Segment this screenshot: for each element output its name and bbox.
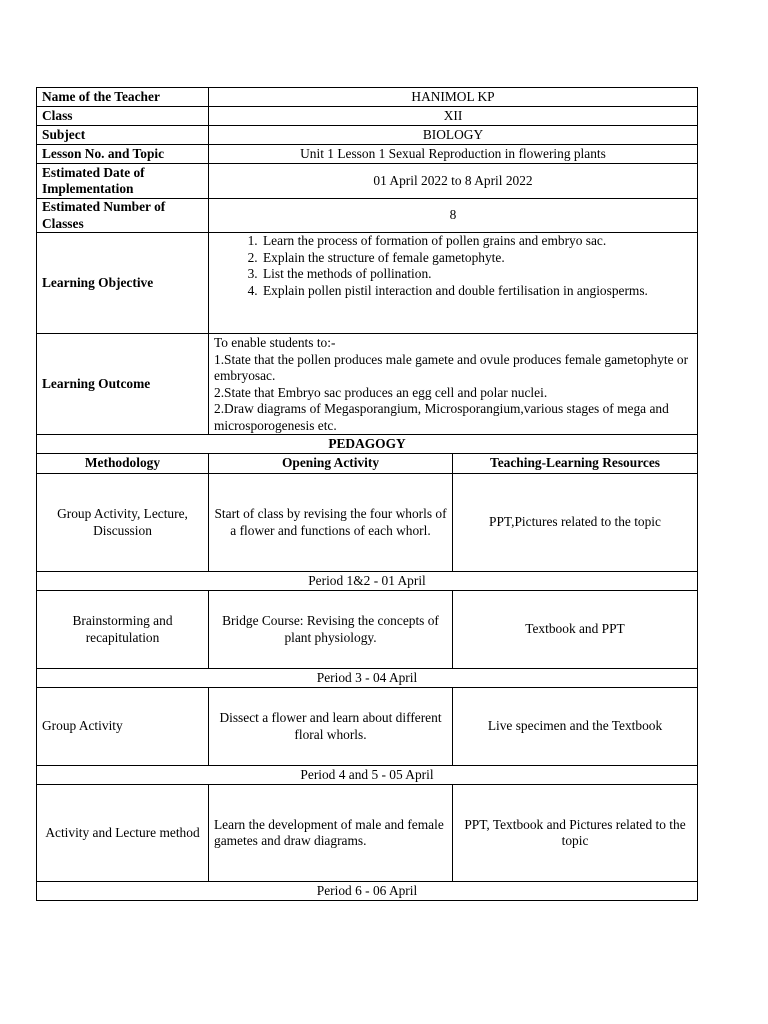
subject-label: Subject [37,126,209,145]
pedagogy-title: PEDAGOGY [37,435,698,454]
col-header-resources: Teaching-Learning Resources [453,454,698,474]
objective-label: Learning Objective [37,233,209,334]
teacher-row [37,88,698,107]
objective-cell [209,233,698,334]
opening-cell: Learn the development of male and female gametes and draw diagrams. [209,785,453,882]
subject-value: BIOLOGY [209,126,698,145]
outcome-line: 2.Draw diagrams of Megasporangium, Microsporangium,various stages of mega and microsporogenesis etc. [214,401,669,433]
resources-cell: Textbook and PPT [453,591,698,669]
class-label: Class [37,107,209,126]
outcome-line: 2.State that Embryo sac produces an egg cell and polar nuclei. [214,384,548,400]
period-row [37,766,698,785]
resources-cell: PPT,Pictures related to the topic [453,474,698,572]
lesson-value: Unit 1 Lesson 1 Sexual Reproduction in flowering plants [209,145,698,164]
opening-cell: Bridge Course: Revising the concepts of plant physiology. [209,591,453,669]
objective-item: 1. Learn the process of formation of pollen grains and embryo sac. [261,233,692,250]
date-row [37,164,698,199]
objective-list [214,233,692,299]
objective-item: 4. Explain pollen pistil interaction and double fertilisation in angiosperms. [261,283,692,300]
classes-row [37,199,698,233]
lesson-label: Lesson No. and Topic [37,145,209,164]
period-label: Period 6 - 06 April [37,882,698,901]
teacher-label: Name of the Teacher [37,88,209,107]
opening-cell: Dissect a flower and learn about different floral whorls. [209,688,453,766]
period-row [37,669,698,688]
col-header-methodology: Methodology [37,454,209,474]
outcome-line: To enable students to:- [214,335,336,350]
objective-row [37,233,698,334]
class-row [37,107,698,126]
outcome-line: 1.State that the pollen produces male gamete and ovule produces female gametophyte or embryosac. [214,351,689,383]
activity-row [37,688,698,766]
outcome-row [37,334,698,435]
classes-value: 8 [209,199,698,233]
subject-row [37,126,698,145]
pedagogy-header-row [37,454,698,474]
activity-row [37,785,698,882]
outcome-cell [209,334,698,435]
objective-item: 2. Explain the structure of female gametophyte. [261,250,692,267]
opening-cell: Start of class by revising the four whorls of a flower and functions of each whorl. [209,474,453,572]
classes-label: Estimated Number of Classes [37,199,209,233]
methodology-cell: Activity and Lecture method [37,785,209,882]
teacher-value: HANIMOL KP [209,88,698,107]
date-label: Estimated Date of Implementation [37,164,209,199]
objective-item: 3. List the methods of pollination. [261,266,692,283]
date-value: 01 April 2022 to 8 April 2022 [209,164,698,199]
period-row [37,572,698,591]
resources-cell: Live specimen and the Textbook [453,688,698,766]
activity-row [37,474,698,572]
lesson-row [37,145,698,164]
methodology-cell: Brainstorming and recapitulation [37,591,209,669]
outcome-label: Learning Outcome [37,334,209,435]
col-header-opening: Opening Activity [209,454,453,474]
methodology-cell: Group Activity [37,688,209,766]
class-value: XII [209,107,698,126]
activity-row [37,591,698,669]
period-label: Period 3 - 04 April [37,669,698,688]
period-label: Period 1&2 - 01 April [37,572,698,591]
period-label: Period 4 and 5 - 05 April [37,766,698,785]
pedagogy-title-row [37,435,698,454]
resources-cell: PPT, Textbook and Pictures related to the topic [453,785,698,882]
methodology-cell: Group Activity, Lecture, Discussion [37,474,209,572]
lesson-plan-table [36,87,698,901]
period-row [37,882,698,901]
